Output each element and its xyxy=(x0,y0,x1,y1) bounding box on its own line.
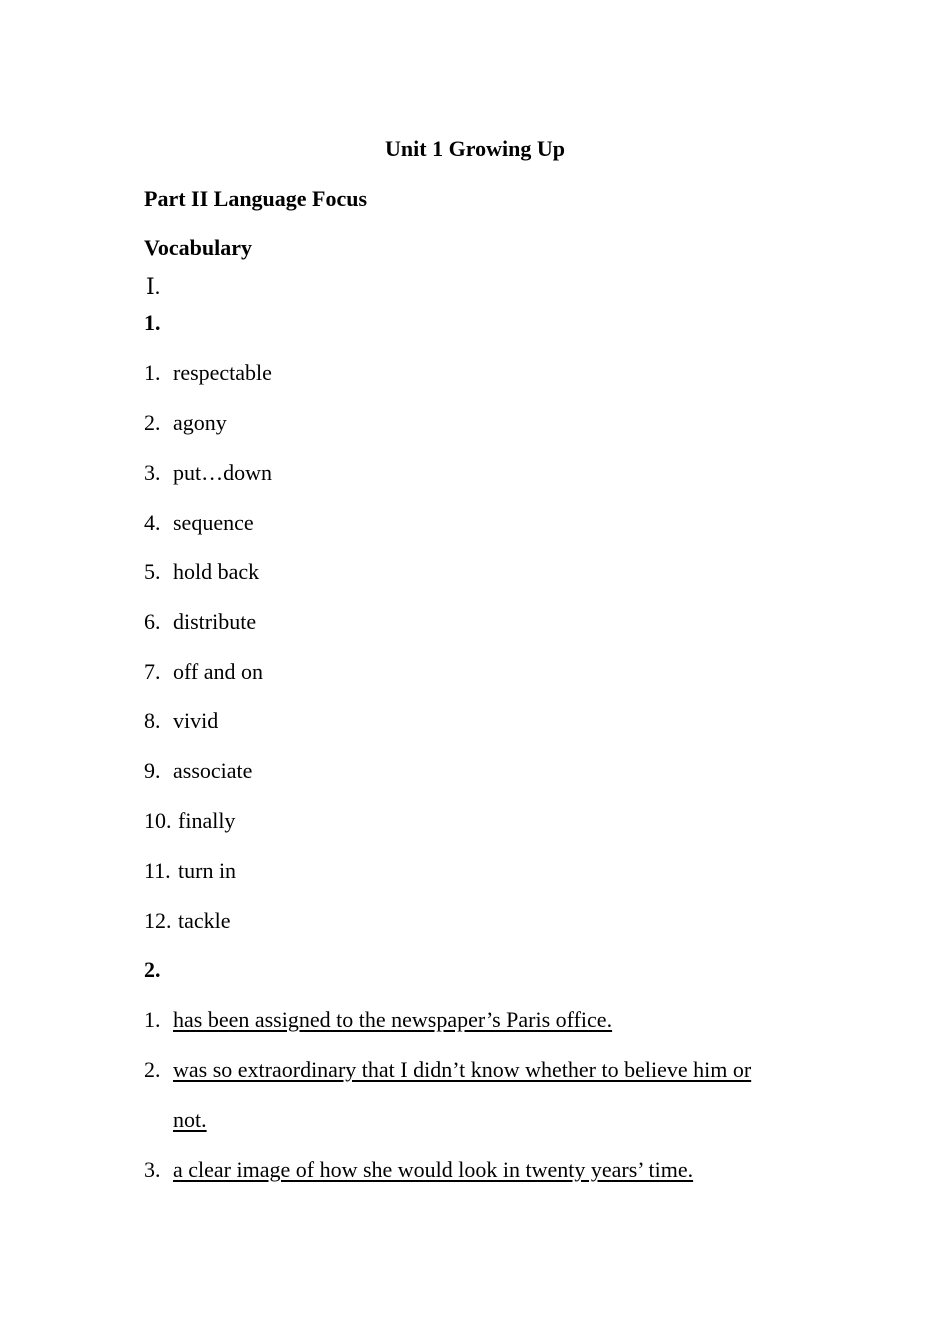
list-item xyxy=(144,1155,693,1185)
list-item xyxy=(144,408,227,438)
item-number: 2. xyxy=(144,1057,161,1082)
list-item xyxy=(144,806,235,836)
item-number: 2. xyxy=(144,410,161,435)
item-number: 11. xyxy=(144,858,171,883)
list-item xyxy=(144,458,272,488)
item-text: put…down xyxy=(173,460,272,485)
list-item xyxy=(144,358,272,388)
item-text: associate xyxy=(173,758,253,783)
item-text: sequence xyxy=(173,510,254,535)
item-number: 3. xyxy=(144,460,161,485)
item-text: off and on xyxy=(173,659,264,684)
document-title: Unit 1 Growing Up xyxy=(385,136,565,161)
group1-label: 1. xyxy=(144,310,161,335)
item-number: 1. xyxy=(144,1007,161,1032)
list-item xyxy=(144,557,259,587)
item-text: has been assigned to the newspaper’s Paris office. xyxy=(173,1007,613,1032)
item-text: tackle xyxy=(178,908,231,933)
group2-label: 2. xyxy=(144,957,161,982)
item-number: 3. xyxy=(144,1157,161,1182)
item-text: respectable xyxy=(173,360,272,385)
list-item xyxy=(144,756,252,786)
item-text: finally xyxy=(178,808,236,833)
item-number: 9. xyxy=(144,758,161,783)
item-number: 12. xyxy=(144,908,172,933)
part-heading: Part II Language Focus xyxy=(144,186,368,211)
roman-marker: Ⅰ. xyxy=(146,274,161,299)
list-item xyxy=(144,657,263,687)
item-text: was so extraordinary that I didn’t know whether to believe him or xyxy=(173,1057,752,1082)
list-item xyxy=(144,706,218,736)
item-text-continuation xyxy=(173,1105,207,1135)
section-heading: Vocabulary xyxy=(144,235,252,260)
list-item xyxy=(144,607,256,637)
item-number: 5. xyxy=(144,559,161,584)
item-text: vivid xyxy=(173,708,219,733)
item-number: 6. xyxy=(144,609,161,634)
list-item xyxy=(144,1055,751,1085)
item-number: 8. xyxy=(144,708,161,733)
item-text: a clear image of how she would look in twenty years’ time. xyxy=(173,1157,694,1182)
item-text: turn in xyxy=(178,858,237,883)
list-item xyxy=(144,856,236,886)
item-text: not. xyxy=(173,1107,207,1132)
item-number: 4. xyxy=(144,510,161,535)
item-text: agony xyxy=(173,410,227,435)
list-item xyxy=(144,906,231,936)
item-number: 7. xyxy=(144,659,161,684)
list-item xyxy=(144,508,254,538)
item-number: 10. xyxy=(144,808,172,833)
item-number: 1. xyxy=(144,360,161,385)
item-text: distribute xyxy=(173,609,257,634)
item-text: hold back xyxy=(173,559,260,584)
list-item xyxy=(144,1005,612,1035)
